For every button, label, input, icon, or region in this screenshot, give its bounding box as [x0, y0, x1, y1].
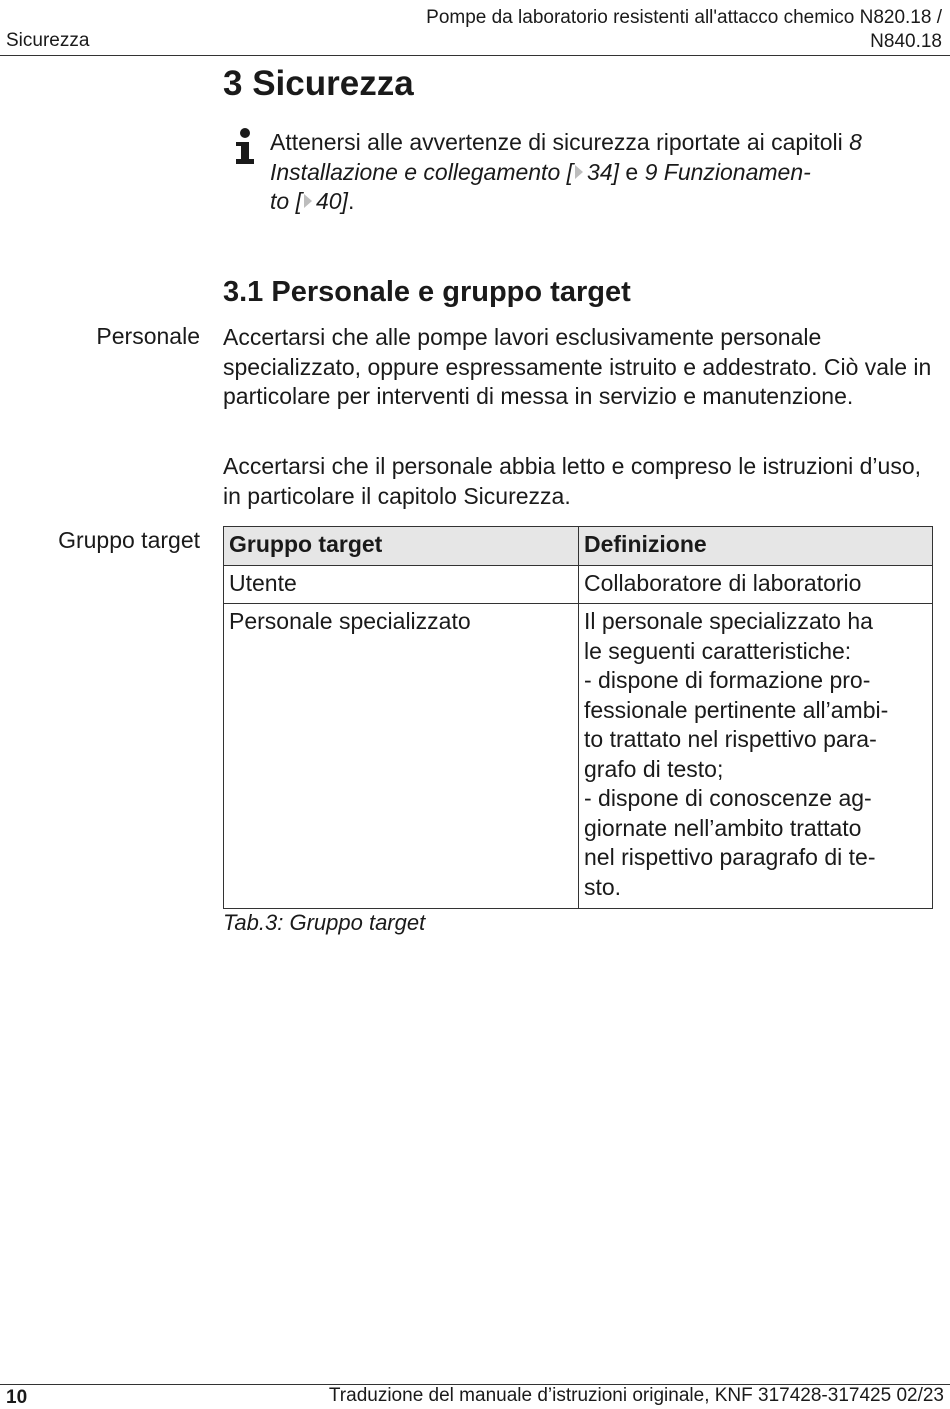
table-caption: Tab.3: Gruppo target: [223, 910, 426, 935]
info-icon: [234, 128, 256, 172]
header-divider: [0, 55, 950, 56]
paragraph-personale: Accertarsi che alle pompe lavori esclusivamente personale specializzato, oppure espressamente istruito e addestrato. Ciò vale in particolare per interventi di messa in servizio e manutenzione.: [223, 324, 932, 409]
cross-ref-funzionamento[interactable]: 9 Funzionamen- to [ 40]: [270, 158, 811, 214]
cross-ref-installazione[interactable]: 8 Installazione e collegamento [ 34]: [270, 129, 862, 185]
table-cell-group: Personale specializzato: [224, 604, 579, 909]
header-product-title: [342, 6, 942, 54]
info-text-end: .: [347, 188, 355, 214]
definition-line: Il personale specializzato ha le seguenti caratteristiche: - dispone di formazione pro- fessionale pertinente all’ambi- to trattato nel rispettivo para- grafo di testo; - dispone di conoscenze ag- giornate nell’ambito trattato nel rispettivo paragrafo di te- sto.: [584, 608, 889, 900]
header-section-label: Sicurezza: [6, 30, 90, 51]
page-ref-arrow-icon: [575, 165, 583, 179]
side-label-personale: Personale: [96, 323, 200, 349]
table-cell-group: Utente: [224, 565, 579, 604]
side-label-gruppo-target: Gruppo target: [58, 527, 200, 553]
info-note-text: [270, 128, 930, 217]
target-group-table: [223, 526, 933, 909]
footer-text: Traduzione del manuale d’istruzioni originale, KNF 317428-317425 02/23: [328, 1385, 944, 1406]
header-product-line1: Pompe da laboratorio resistenti all'attacco chemico N820.18 /: [426, 7, 942, 28]
header-product-line2: N840.18: [870, 31, 942, 52]
page-number: 10: [6, 1387, 28, 1408]
table-cell-definition: [579, 604, 933, 909]
table-row: [224, 565, 933, 604]
table-cell-definition: Collaboratore di laboratorio: [579, 565, 933, 604]
info-text-and: e: [619, 158, 645, 185]
info-text-before: Attenersi alle avvertenze di sicurezza riportate ai capitoli: [270, 129, 850, 155]
table-header-gruppo: Gruppo target: [224, 527, 579, 566]
page-ref-arrow-icon: [304, 194, 312, 208]
table-row: [224, 604, 933, 909]
table-header-definizione: Definizione: [579, 527, 933, 566]
chapter-title: 3 Sicurezza: [223, 64, 414, 103]
paragraph-istruzioni: Accertarsi che il personale abbia letto e compreso le istruzioni d’uso, in particolare il capitolo Sicurezza.: [223, 453, 922, 509]
section-title: 3.1 Personale e gruppo target: [223, 276, 631, 308]
table-header-row: [224, 527, 933, 566]
